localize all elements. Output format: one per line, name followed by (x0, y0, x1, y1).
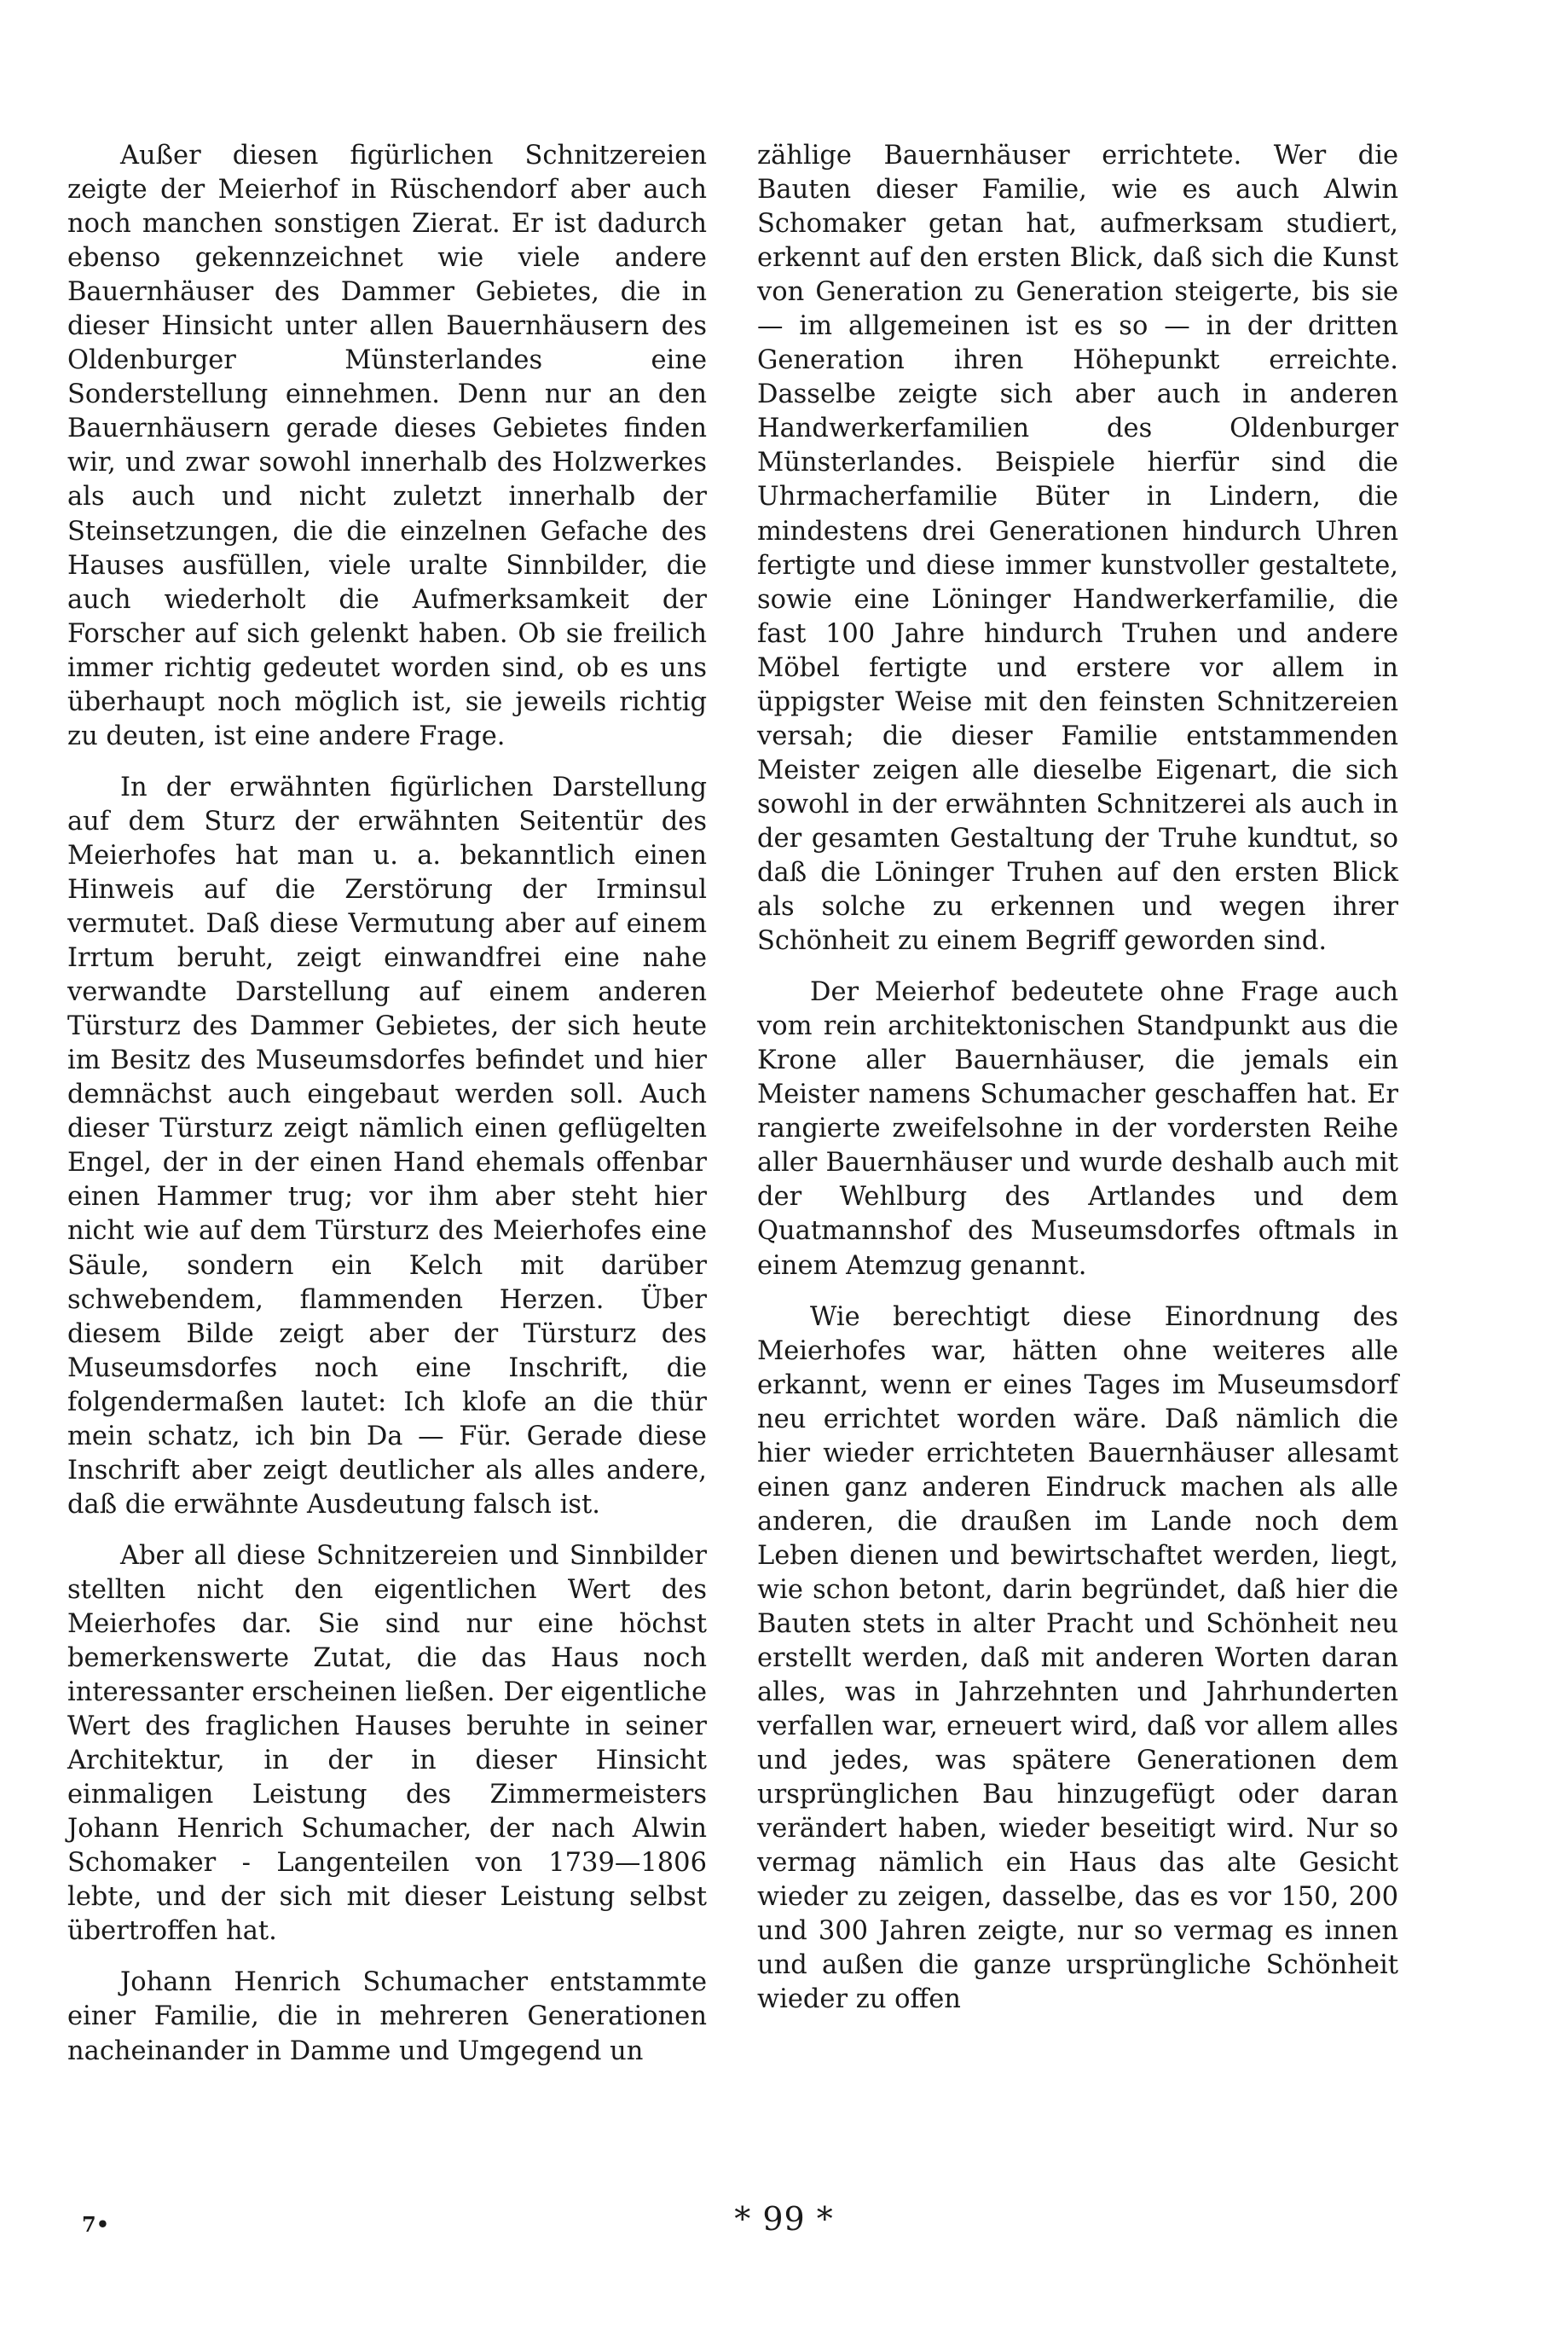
paragraph: Wie berechtigt diese Einordnung des Meierhofes war, hätten ohne weiteres alle erkannt, wenn er eines Tages im Museumsdorf neu errichtet worden wäre. Daß nämlich die hier wieder errichteten Bauernhäuser allesamt einen ganz anderen Eindruck machen als alle anderen, die draußen im Lande noch dem Leben dienen und bewirtschaftet werden, liegt, wie schon betont, darin begründet, daß hier die Bauten stets in alter Pracht und Schönheit neu erstellt werden, daß mit anderen Worten daran alles, was in Jahrzehnten und Jahrhunderten verfallen war, erneuert wird, daß vor allem alles und jedes, was spätere Generationen dem ursprünglichen Bau hinzugefügt oder daran verändert haben, wieder beseitigt wird. Nur so vermag nämlich ein Haus das alte Gesicht wieder zu zeigen, dasselbe, das es vor 150, 200 und 300 Jahren zeigte, nur so vermag es innen und außen die ganze ursprüngliche Schönheit wieder zu offen (757, 1301, 1398, 2015)
page-number: * 99 * (734, 2200, 834, 2238)
paragraph: Der Meierhof bedeutete ohne Frage auch vom rein architektonischen Standpunkt aus die Krone aller Bauernhäuser, die jemals ein Meister namens Schumacher geschaffen hat. Er rangierte zweifelsohne in der vordersten Reihe aller Bauernhäuser und wurde deshalb auch mit der Wehlburg des Artlandes und dem Quatmannshof des Museumsdorfes oftmals in einem Atemzug genannt. (757, 977, 1398, 1281)
paragraph: Aber all diese Schnitzereien und Sinnbilder stellten nicht den eigentlichen Wert des Meierhofes dar. Sie sind nur eine höchst bemerkenswerte Zutat, die das Haus noch interessanter erscheinen ließen. Der eigentliche Wert des fraglichen Hauses beruhte in seiner Architektur, in der in dieser Hinsicht einmaligen Leistung des Zimmermeisters Johann Henrich Schumacher, der nach Alwin Schomaker - Langenteilen von 1739—1806 lebte, und der sich mit dieser Leistung selbst übertroffen hat. (67, 1540, 707, 1947)
left-text-column (67, 139, 707, 2069)
paragraph-continued: zählige Bauernhäuser errichtete. Wer die Bauten dieser Familie, wie es auch Alwin Schomaker getan hat, aufmerksam studiert, erkennt auf den ersten Blick, daß sich die Kunst von Generation zu Generation steigerte, bis sie — im allgemeinen ist es so — in der dritten Generation ihren Höhepunkt erreichte. Dasselbe zeigte sich aber auch in anderen Handwerkerfamilien des Oldenburger Münsterlandes. Beispiele hierfür sind die Uhrmacherfamilie Büter in Lindern, die mindestens drei Generationen hindurch Uhren fertigte und diese immer kunstvoller gestaltete, sowie eine Löninger Handwerkerfamilie, die fast 100 Jahre hindurch Truhen und andere Möbel fertigte und erstere vor allem in üppigster Weise mit den feinsten Schnitzereien versah; die dieser Familie entstammenden Meister zeigen alle dieselbe Eigenart, die sich sowohl in der erwähnten Schnitzerei als auch in der gesamten Gestaltung der Truhe kundtut, so daß die Löninger Truhen auf den ersten Blick als solche zu erkennen und wegen ihrer Schönheit zu einem Begriff geworden sind. (757, 141, 1398, 957)
paragraph: In der erwähnten figürlichen Darstellung auf dem Sturz der erwähnten Seitentür des Meierhofes hat man u. a. bekanntlich einen Hinweis auf die Zerstörung der Irminsul vermutet. Daß diese Vermutung aber auf einem Irrtum beruht, zeigt einwandfrei eine nahe verwandte Darstellung auf einem anderen Türsturz des Dammer Gebietes, der sich heute im Besitz des Museumsdorfes befindet und hier demnächst auch eingebaut werden soll. Auch dieser Türsturz zeigt nämlich einen geflügelten Engel, der in der einen Hand ehemals offenbar einen Hammer trug; vor ihm aber steht hier nicht wie auf dem Türsturz des Meierhofes eine Säule, sondern ein Kelch mit darüber schwebendem, flammenden Herzen. Über diesem Bilde zeigt aber der Türsturz des Museumsdorfes noch eine Inschrift, die folgendermaßen lautet: Ich klofe an die thür mein schatz, ich bin Da — Für. Gerade diese Inschrift aber zeigt deutlicher als alles andere, daß die erwähnte Ausdeutung falsch ist. (67, 772, 707, 1520)
right-text-column (757, 139, 1398, 2018)
paragraph: Außer diesen figürlichen Schnitzereien zeigte der Meierhof in Rüschendorf aber auch noch manchen sonstigen Zierat. Er ist dadurch ebenso gekennzeichnet wie viele andere Bauernhäuser des Dammer Gebietes, die in dieser Hinsicht unter allen Bauernhäusern des Oldenburger Münsterlandes eine Sonderstellung einnehmen. Denn nur an den Bauernhäusern gerade dieses Gebietes finden wir, und zwar sowohl innerhalb des Holzwerkes als auch und nicht zuletzt innerhalb der Steinsetzungen, die die einzelnen Gefache des Hauses ausfüllen, viele uralte Sinnbilder, die auch wiederholt die Aufmerksamkeit der Forscher auf sich gelenkt haben. Ob sie freilich immer richtig gedeutet worden sind, ob es uns überhaupt noch möglich ist, sie jeweils richtig zu deuten, ist eine andere Frage. (67, 141, 707, 751)
paragraph: Johann Henrich Schumacher entstammte einer Familie, die in mehreren Generationen nacheinander in Damme und Umgegend un (67, 1967, 707, 2066)
printer-signature-mark: 7• (82, 2212, 110, 2237)
